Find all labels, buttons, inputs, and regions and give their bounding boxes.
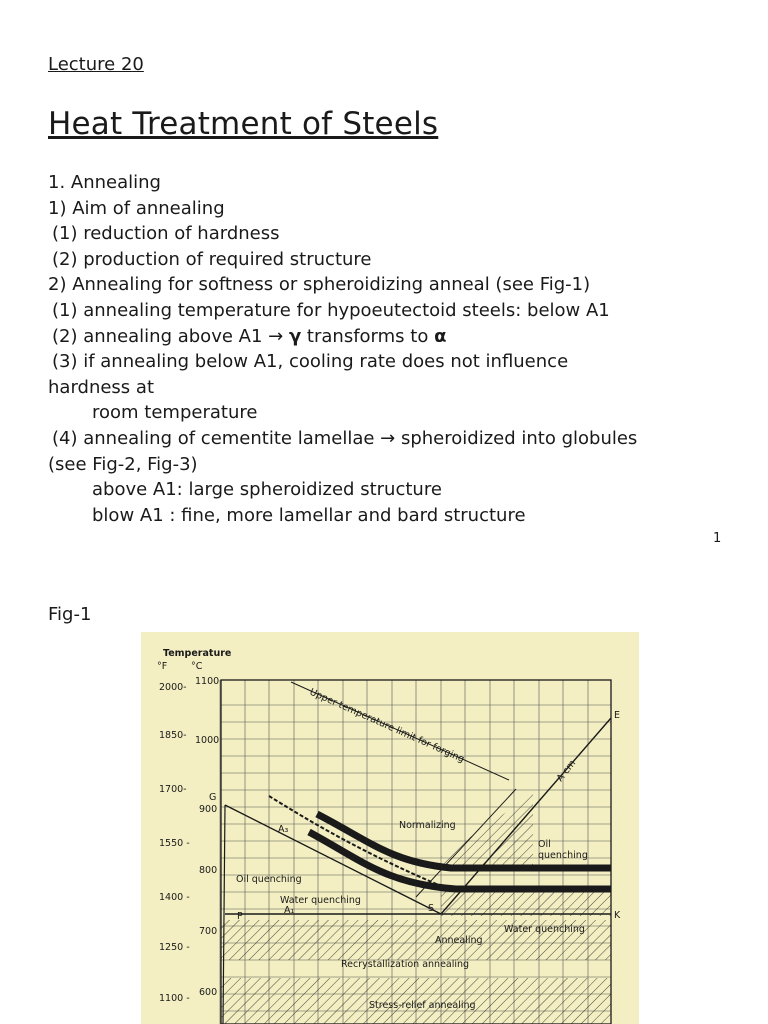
text-line: 2) Annealing for softness or spheroidizing anneal (see Fig-1) bbox=[48, 274, 591, 296]
point-a1: A₁ bbox=[284, 905, 295, 916]
text-line: room temperature bbox=[92, 402, 258, 424]
text-line: 1) Aim of annealing bbox=[48, 197, 225, 219]
page-number: 1 bbox=[713, 531, 722, 546]
annealing-label: Annealing bbox=[435, 935, 483, 946]
normalizing-region bbox=[441, 794, 533, 868]
point-acm: A cm bbox=[554, 758, 579, 784]
text-line: hardness at bbox=[48, 376, 154, 398]
text-line: (3) if annealing below A1, cooling rate does not influence bbox=[52, 351, 569, 373]
point-k: K bbox=[614, 910, 621, 921]
tick-f: 2000- bbox=[159, 682, 187, 693]
oil-quenching-right-label: Oil bbox=[538, 839, 551, 850]
figure-label: Fig-1 bbox=[48, 604, 92, 625]
text-line bbox=[48, 324, 748, 350]
point-a3: A₃ bbox=[278, 824, 289, 835]
oil-quenching-left-label: Oil quenching bbox=[236, 874, 302, 885]
point-p: P bbox=[237, 911, 243, 922]
tick-f: 1100 - bbox=[159, 993, 190, 1004]
forging-limit-label: Upper temperature limit for forging bbox=[307, 686, 466, 766]
text-span: transforms to bbox=[301, 325, 435, 347]
lecture-body bbox=[48, 170, 748, 528]
tick-c: 800 bbox=[199, 865, 218, 876]
text-line: (2) production of required structure bbox=[52, 248, 372, 270]
point-g: G bbox=[209, 792, 217, 803]
unit-f: °F bbox=[157, 661, 168, 672]
oil-quenching-right-label: quenching bbox=[538, 850, 588, 861]
tick-f: 1700- bbox=[159, 784, 187, 795]
recrystallization-label: Recrystallization annealing bbox=[341, 959, 470, 970]
point-e: E bbox=[614, 710, 621, 721]
fig-1-diagram bbox=[141, 632, 639, 1024]
tick-f: 1550 - bbox=[159, 838, 190, 849]
tick-c: 900 bbox=[199, 804, 218, 815]
tick-c: 700 bbox=[199, 926, 218, 937]
tick-f: 1400 - bbox=[159, 892, 190, 903]
unit-c: °C bbox=[191, 661, 203, 672]
water-quenching-right-label: Water quenching bbox=[504, 924, 585, 935]
text-span: (2) annealing above A1 → bbox=[52, 325, 289, 347]
text-line: blow A1 : fine, more lamellar and bard structure bbox=[92, 504, 526, 526]
tick-c: 600 bbox=[199, 987, 218, 998]
point-s: S bbox=[428, 903, 435, 914]
text-line: above A1: large spheroidized structure bbox=[92, 479, 442, 501]
tick-c: 1100 bbox=[195, 676, 220, 687]
normalizing-label: Normalizing bbox=[399, 820, 456, 831]
text-line: (1) annealing temperature for hypoeutectoid steels: below A1 bbox=[52, 299, 610, 321]
water-quenching-left-label: Water quenching bbox=[280, 895, 361, 906]
alpha-symbol: α bbox=[434, 325, 447, 347]
lecture-label: Lecture 20 bbox=[48, 54, 144, 75]
gamma-symbol: γ bbox=[288, 325, 302, 347]
text-line: (4) annealing of cementite lamellae → spheroidized into globules bbox=[52, 427, 638, 449]
stress-relief-label: Stress-relief annealing bbox=[369, 1000, 476, 1011]
tick-c: 1000 bbox=[195, 735, 220, 746]
text-line: (1) reduction of hardness bbox=[52, 223, 280, 245]
page-title: Heat Treatment of Steels bbox=[48, 106, 439, 142]
tick-f: 1850- bbox=[159, 730, 187, 741]
axis-title: Temperature bbox=[163, 648, 232, 659]
tick-f: 1250 - bbox=[159, 942, 190, 953]
text-line: 1. Annealing bbox=[48, 172, 161, 193]
text-line: (see Fig-2, Fig-3) bbox=[48, 453, 198, 475]
